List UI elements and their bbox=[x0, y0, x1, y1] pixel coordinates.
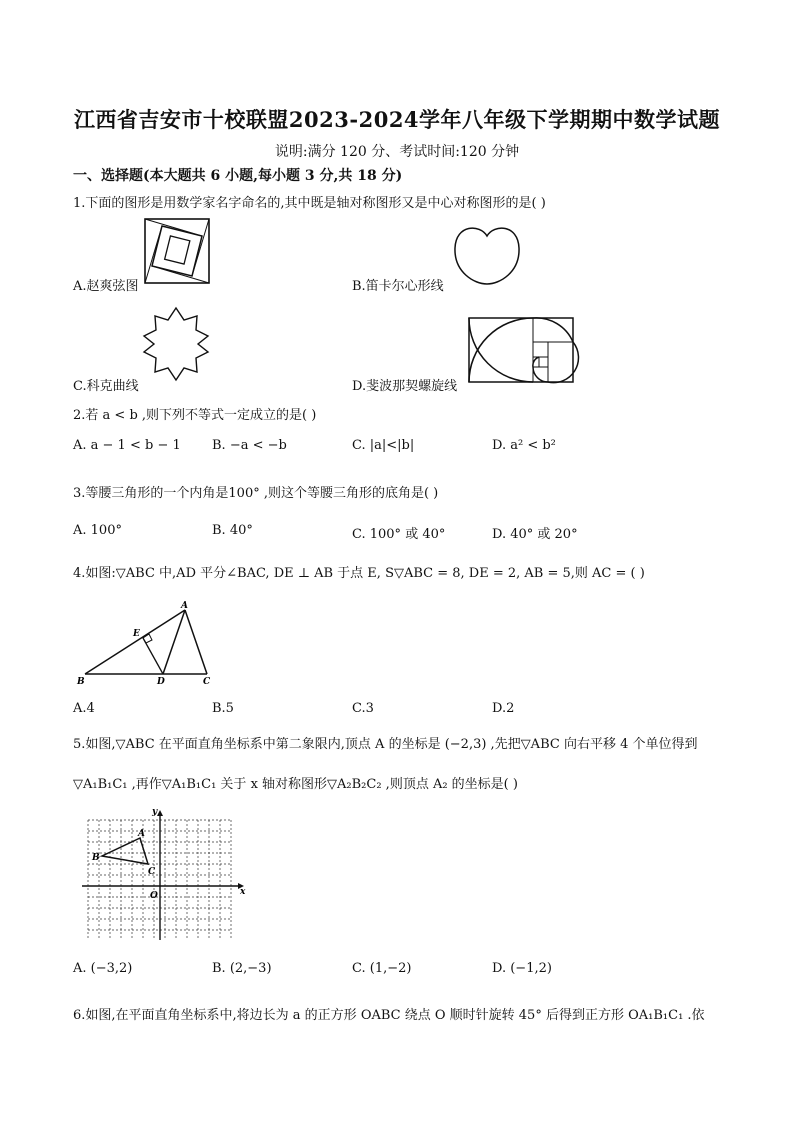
axis-y-label: y bbox=[152, 807, 158, 817]
q4-option-a: A.4 bbox=[73, 701, 95, 716]
q3-option-b: B. 40° bbox=[212, 523, 253, 538]
q5-option-a: A. (−3,2) bbox=[73, 961, 133, 976]
question-5-stem-line1: 5.如图,▽ABC 在平面直角坐标系中第二象限内,顶点 A 的坐标是 (−2,3) ,先把▽ABC 向右平移 4 个单位得到 bbox=[73, 737, 698, 752]
q4-option-d: D.2 bbox=[492, 701, 515, 716]
point-a-label: A bbox=[138, 829, 145, 839]
cardioid-curve bbox=[452, 222, 522, 286]
q5-option-d: D. (−1,2) bbox=[492, 961, 552, 976]
question-1-stem: 1.下面的图形是用数学家名字命名的,其中既是轴对称图形又是中心对称图形的是( ) bbox=[73, 196, 546, 211]
q3-option-d: D. 40° 或 20° bbox=[492, 527, 578, 542]
exam-subtitle: 说明:满分 120 分、考试时间:120 分钟 bbox=[274, 144, 520, 160]
point-c-label: C bbox=[148, 867, 156, 877]
question-4-stem: 4.如图:▽ABC 中,AD 平分∠BAC, DE ⊥ AB 于点 E, S▽ABC = 8, DE = 2, AB = 5,则 AC = ( ) bbox=[73, 566, 645, 581]
q2-option-a: A. a − 1 < b − 1 bbox=[73, 438, 181, 453]
question-6-stem: 6.如图,在平面直角坐标系中,将边长为 a 的正方形 OABC 绕点 O 顺时针旋转 45° 后得到正方形 OA₁B₁C₁ .依 bbox=[73, 1008, 705, 1023]
q2-option-d: D. a² < b² bbox=[492, 438, 556, 453]
q1-option-a: A.赵爽弦图 bbox=[73, 279, 139, 294]
question-5-stem-line2: ▽A₁B₁C₁ ,再作▽A₁B₁C₁ 关于 x 轴对称图形▽A₂B₂C₂ ,则顶点 A₂ 的坐标是( ) bbox=[73, 777, 518, 792]
q1-option-d: D.斐波那契螺旋线 bbox=[352, 379, 458, 394]
label-d: D bbox=[157, 677, 165, 687]
exam-title: 江西省吉安市十校联盟2023-2024学年八年级下学期期中数学试题 bbox=[73, 107, 721, 132]
koch-snowflake bbox=[140, 306, 212, 382]
label-e: E bbox=[133, 629, 140, 639]
q3-option-a: A. 100° bbox=[73, 523, 122, 538]
q2-option-c: C. |a|<|b| bbox=[352, 438, 415, 453]
q2-option-b: B. −a < −b bbox=[212, 438, 287, 453]
question-2-stem: 2.若 a < b ,则下列不等式一定成立的是( ) bbox=[73, 408, 317, 423]
label-c: C bbox=[203, 677, 211, 687]
origin-label: O bbox=[150, 891, 158, 901]
q1-option-b: B.笛卡尔心形线 bbox=[352, 279, 444, 294]
question-3-stem: 3.等腰三角形的一个内角是100° ,则这个等腰三角形的底角是( ) bbox=[73, 486, 439, 501]
q5-option-b: B. (2,−3) bbox=[212, 961, 272, 976]
zhao-shuang-diagram bbox=[144, 218, 210, 284]
label-a: A bbox=[181, 601, 188, 611]
q1-option-c: C.科克曲线 bbox=[73, 379, 139, 394]
label-b: B bbox=[77, 677, 85, 687]
fibonacci-spiral bbox=[468, 317, 574, 383]
axis-x-label: x bbox=[240, 887, 246, 897]
point-b-label: B bbox=[92, 853, 100, 863]
coordinate-grid-figure bbox=[78, 808, 248, 944]
q5-option-c: C. (1,−2) bbox=[352, 961, 412, 976]
q4-option-c: C.3 bbox=[352, 701, 374, 716]
q3-option-c: C. 100° 或 40° bbox=[352, 527, 446, 542]
section-heading: 一、选择题(本大题共 6 小题,每小题 3 分,共 18 分) bbox=[73, 168, 403, 184]
q4-option-b: B.5 bbox=[212, 701, 234, 716]
triangle-abc-figure bbox=[75, 598, 215, 686]
